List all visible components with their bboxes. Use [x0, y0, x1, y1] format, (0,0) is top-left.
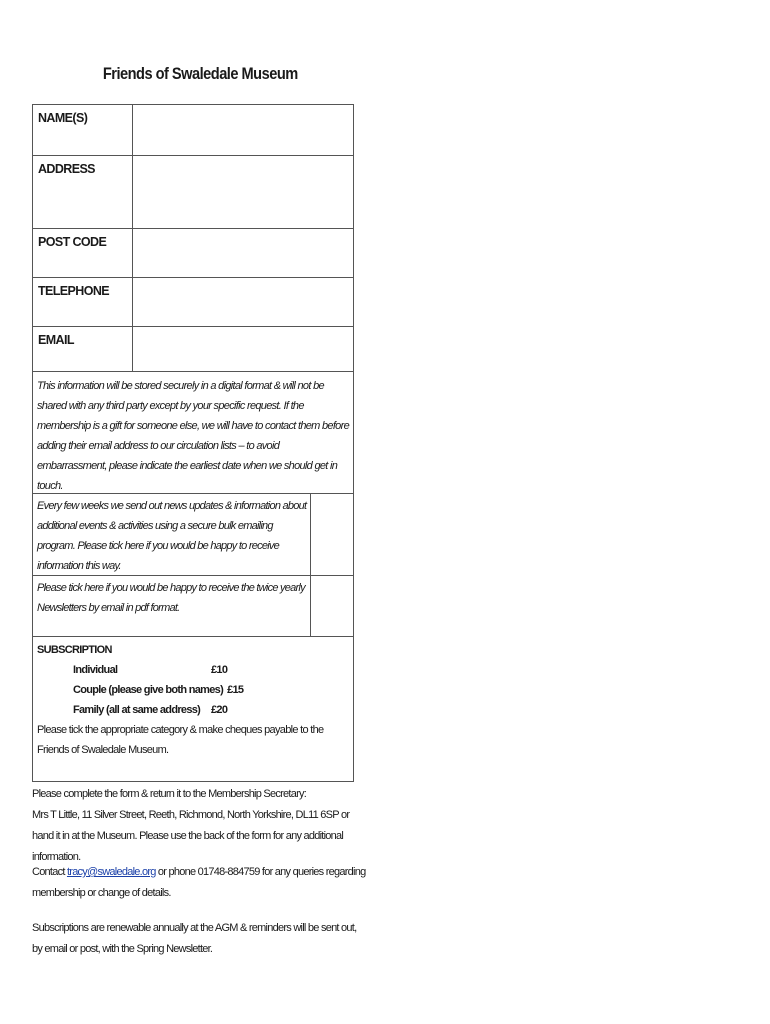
subscription-section	[33, 637, 353, 781]
subscription-option-couple[interactable]	[37, 680, 349, 700]
form-row-names	[33, 105, 353, 156]
contact-paragraph	[32, 862, 367, 904]
return-line: Please complete the form & return it to the Membership Secretary:	[32, 788, 307, 800]
subscription-option-family[interactable]	[37, 700, 349, 720]
form-row-telephone	[33, 278, 353, 327]
form-row-email	[33, 327, 353, 372]
option-price: £15	[227, 684, 244, 696]
page-title: Friends of Swaledale Museum	[102, 64, 298, 83]
form-row-address	[33, 156, 353, 229]
names-field[interactable]	[133, 105, 353, 155]
subscription-instruction: Please tick the appropriate category & make cheques payable to the Friends of Swaledale Museum.	[37, 724, 324, 756]
membership-form	[32, 104, 354, 782]
contact-prefix: Contact	[32, 866, 67, 878]
contact-email-link[interactable]: tracy@swaledale.org	[66, 866, 156, 878]
news-updates-tick-box[interactable]	[311, 494, 353, 575]
option-category: Individual	[73, 664, 118, 676]
telephone-field[interactable]	[133, 278, 353, 326]
postcode-label: POST CODE	[33, 229, 133, 277]
return-instructions	[32, 784, 367, 868]
option-category: Family (all at same address)	[73, 704, 201, 716]
privacy-note: This information will be stored securely in a digital format & will not be shared with any third party except by your specific request. If the membership is a gift for someone else, we will have to contact them before adding their email address to our circulation lists – to avoid embarrassment, please indicate the earliest date when we should get in touch.	[33, 372, 353, 494]
names-label: NAME(S)	[33, 105, 133, 155]
option-price: £20	[211, 704, 228, 716]
newsletter-pdf-text: Please tick here if you would be happy to receive the twice yearly Newsletters by email in pdf format.	[33, 576, 311, 636]
email-label: EMAIL	[33, 327, 133, 371]
address-field[interactable]	[133, 156, 353, 228]
telephone-label: TELEPHONE	[33, 278, 133, 326]
subscription-heading: SUBSCRIPTION	[37, 644, 112, 656]
contact-suffix: or phone 01748-884759 for any queries regarding membership or change of details.	[32, 866, 366, 899]
postcode-field[interactable]	[133, 229, 353, 277]
news-updates-row	[33, 494, 353, 576]
option-price: £10	[211, 664, 228, 676]
newsletter-pdf-row	[33, 576, 353, 637]
subscription-option-individual[interactable]	[37, 660, 349, 680]
email-field[interactable]	[133, 327, 353, 371]
newsletter-pdf-tick-box[interactable]	[311, 576, 353, 636]
news-updates-text: Every few weeks we send out news updates & information about additional events & activities using a secure bulk emailing program. Please tick here if you would be happy to receive information this way.	[33, 494, 311, 575]
renewal-note: Subscriptions are renewable annually at the AGM & reminders will be sent out, by email or post, with the Spring Newsletter.	[32, 922, 357, 955]
form-row-postcode	[33, 229, 353, 278]
secretary-address: Mrs T Little, 11 Silver Street, Reeth, Richmond, North Yorkshire, DL11 6SP or hand it in at the Museum. Please use the back of the form for any additional information.	[32, 809, 350, 863]
address-label: ADDRESS	[33, 156, 133, 228]
option-category: Couple (please give both names)	[73, 684, 224, 696]
